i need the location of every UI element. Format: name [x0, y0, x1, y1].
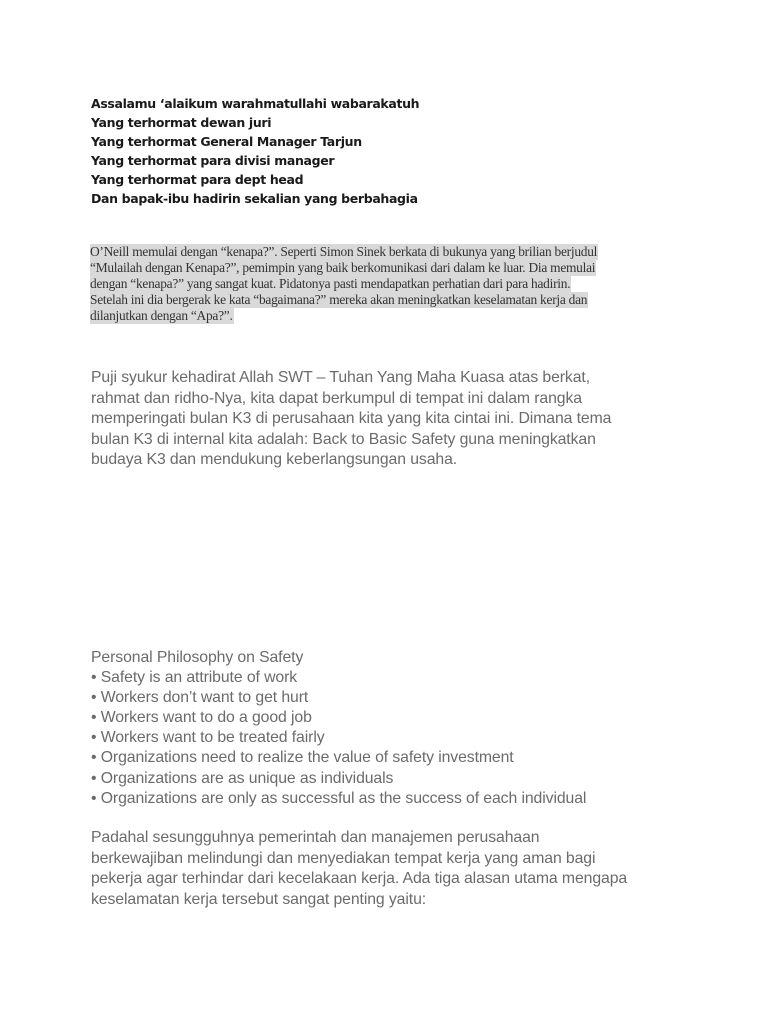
- salutation-line: Yang terhormat dewan juri: [91, 115, 272, 130]
- paragraph-line: Puji syukur kehadirat Allah SWT – Tuhan Yang Maha Kuasa atas berkat,: [91, 369, 590, 386]
- paragraph-line: berkewajiban melindungi dan menyediakan tempat kerja yang aman bagi: [91, 849, 596, 867]
- philosophy-bullet: • Workers don’t want to get hurt: [91, 689, 309, 707]
- philosophy-bullet: • Workers want to be treated fairly: [91, 729, 325, 747]
- salutation-line: Yang terhormat para dept head: [91, 172, 304, 187]
- paragraph-line: rahmat dan ridho-Nya, kita dapat berkumpul di tempat ini dalam rangka: [91, 389, 582, 407]
- philosophy-section: [91, 648, 586, 809]
- salutation-line: Yang terhormat General Manager Tarjun: [91, 134, 362, 149]
- salutation-line: Assalamu ‘alaikum warahmatullahi wabarakatuh: [91, 96, 420, 111]
- paragraph-line: Padahal sesungguhnya pemerintah dan manajemen perusahaan: [91, 829, 540, 846]
- highlighted-line: dilanjutkan dengan “Apa?”.: [90, 308, 233, 323]
- philosophy-heading: Personal Philosophy on Safety: [91, 649, 304, 666]
- highlighted-line: dengan “kenapa?” yang sangat kuat. Pidatonya pasti mendapatkan perhatian dari para hadirin.: [90, 276, 571, 291]
- philosophy-bullet: • Organizations need to realize the value of safety investment: [91, 749, 514, 767]
- paragraph-line: memperingati bulan K3 di perusahaan kita yang kita cintai ini. Dimana tema: [91, 410, 612, 428]
- paragraph-line: keselamatan kerja tersebut sangat penting yaitu:: [91, 890, 427, 908]
- highlighted-line: Setelah ini dia bergerak ke kata “bagaimana?” mereka akan meningkatkan keselamatan kerja dan: [90, 292, 588, 307]
- salutation-block: [91, 94, 651, 208]
- paragraph-line: budaya K3 dan mendukung keberlangsungan usaha.: [91, 451, 458, 469]
- paragraph-line: pekerja agar terhindar dari kecelakaan kerja. Ada tiga alasan utama mengapa: [91, 870, 628, 888]
- highlighted-line: “Mulailah dengan Kenapa?”, pemimpin yang baik berkomunikasi dari dalam ke luar. Dia memulai: [90, 260, 596, 275]
- philosophy-bullet: • Organizations are as unique as individuals: [91, 769, 394, 787]
- philosophy-bullet: • Workers want to do a good job: [91, 709, 312, 727]
- highlighted-paragraph: [90, 244, 654, 324]
- closing-paragraph: [91, 828, 627, 910]
- salutation-line: Yang terhormat para divisi manager: [91, 153, 335, 168]
- philosophy-bullet: • Safety is an attribute of work: [91, 669, 298, 687]
- salutation-line: Dan bapak-ibu hadirin sekalian yang berbahagia: [91, 191, 418, 206]
- paragraph-line: bulan K3 di internal kita adalah: Back to Basic Safety guna meningkatkan: [91, 430, 596, 448]
- philosophy-bullet: • Organizations are only as successful as the success of each individual: [91, 789, 587, 807]
- highlighted-line: O’Neill memulai dengan “kenapa?”. Seperti Simon Sinek berkata di bukunya yang brilian berjudul: [90, 244, 598, 259]
- intro-paragraph: [91, 368, 611, 471]
